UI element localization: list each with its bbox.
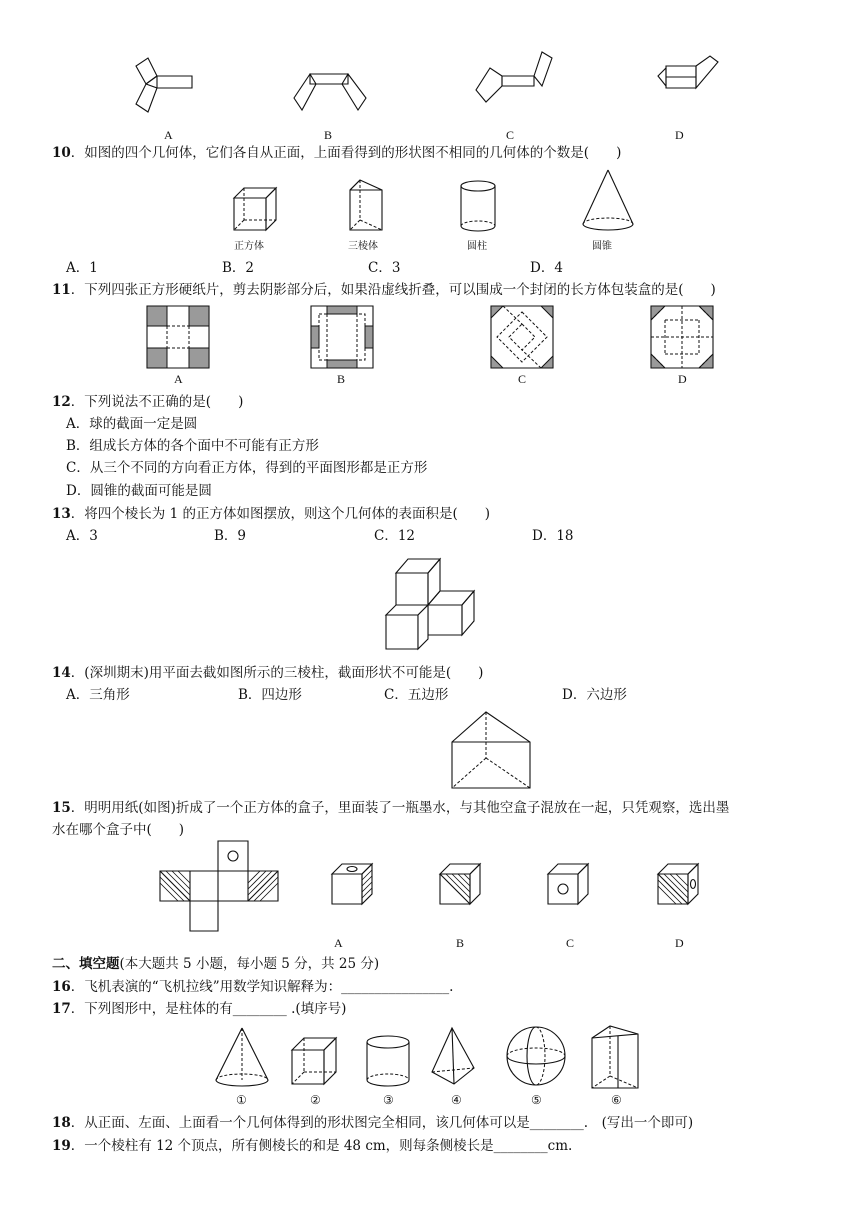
q16-question bbox=[52, 978, 453, 996]
q13-option-c: C．12 bbox=[374, 528, 416, 544]
q11-label-d: D bbox=[678, 372, 687, 386]
q14-question bbox=[52, 664, 483, 682]
q9-figure-c bbox=[472, 50, 556, 116]
q14-text: ．(深圳期末)用平面去截如图所示的三棱柱，截面形状不可能是( ) bbox=[70, 665, 484, 681]
q10-question bbox=[52, 144, 621, 162]
q17-label-6: ⑥ bbox=[611, 1093, 622, 1107]
q11-number: 11 bbox=[52, 282, 71, 298]
q15-label-a: A bbox=[334, 936, 343, 950]
q13-option-b: B．9 bbox=[214, 528, 247, 544]
q10-caption-prism: 三棱体 bbox=[348, 241, 378, 252]
q13-question bbox=[52, 505, 490, 523]
q17-shape-cube bbox=[290, 1036, 338, 1086]
q11-question bbox=[52, 281, 716, 299]
q14-option-b: B．四边形 bbox=[238, 687, 302, 703]
q15-box-b bbox=[438, 862, 482, 906]
q10-number: 10 bbox=[52, 145, 71, 161]
q15-label-b: B bbox=[456, 936, 465, 950]
q12-choice-c: C．从三个不同的方向看正方体，得到的平面图形都是正方形 bbox=[66, 460, 428, 476]
section2-note: (本大题共 5 小题，每小题 5 分，共 25 分) bbox=[119, 956, 380, 972]
q13-option-a: A．3 bbox=[66, 528, 98, 544]
q18-text: ．从正面、左面、上面看一个几何体得到的形状图完全相同，该几何体可以是________. (写出一个即可) bbox=[70, 1115, 694, 1131]
q15-box-d bbox=[656, 862, 700, 906]
q14-option-a: A．三角形 bbox=[66, 687, 130, 703]
section2-title: 二、填空题 bbox=[52, 956, 120, 972]
q11-card-a bbox=[147, 306, 209, 368]
q13-option-d: D．18 bbox=[532, 528, 574, 544]
q11-label-c: C bbox=[518, 372, 527, 386]
q10-caption-cone: 圆锥 bbox=[592, 241, 612, 252]
q15-text-1: ．明明用纸(如图)折成了一个正方体的盒子，里面装了一瓶墨水，与其他空盒子混放在一起，只凭观察，选出墨 bbox=[70, 800, 730, 816]
q16-number: 16 bbox=[52, 979, 71, 995]
q11-label-b: B bbox=[337, 372, 346, 386]
q12-text: ．下列说法不正确的是( ) bbox=[70, 394, 244, 410]
q12-choice-b: B．组成长方体的各个面中不可能有正方形 bbox=[66, 438, 319, 454]
q17-shape-prism bbox=[588, 1024, 642, 1090]
q14-option-d: D．六边形 bbox=[562, 687, 627, 703]
q17-text: ．下列图形中，是柱体的有________ .(填序号) bbox=[70, 1001, 347, 1017]
q17-label-4: ④ bbox=[451, 1093, 462, 1107]
q15-question-line1 bbox=[52, 799, 729, 817]
q11-card-c bbox=[491, 306, 553, 368]
q15-label-d: D bbox=[675, 936, 684, 950]
q18-question bbox=[52, 1114, 693, 1132]
q15-question-line2: 水在哪个盒子中( ) bbox=[52, 822, 185, 838]
q17-shape-cylinder bbox=[364, 1034, 412, 1088]
q11-text: ．下列四张正方形硬纸片，剪去阴影部分后，如果沿虚线折叠，可以围成一个封闭的长方体包装盒的是( ) bbox=[70, 282, 716, 298]
q17-label-5: ⑤ bbox=[531, 1093, 542, 1107]
q13-text: ．将四个棱长为 1 的正方体如图摆放，则这个几何体的表面积是( ) bbox=[70, 506, 491, 522]
q15-box-a bbox=[330, 862, 374, 906]
q19-number: 19 bbox=[52, 1138, 71, 1154]
q17-label-1: ① bbox=[236, 1093, 247, 1107]
q10-option-c: C．3 bbox=[368, 260, 401, 276]
q13-stacked-cubes bbox=[382, 555, 478, 651]
q17-label-3: ③ bbox=[383, 1093, 394, 1107]
q10-cylinder bbox=[458, 178, 498, 234]
q12-choice-d: D．圆锥的截面可能是圆 bbox=[66, 483, 212, 499]
q12-number: 12 bbox=[52, 394, 71, 410]
q10-caption-cube: 正方体 bbox=[234, 241, 264, 252]
q9-label-d: D bbox=[675, 128, 684, 142]
q12-question bbox=[52, 393, 243, 411]
q10-option-b: B．2 bbox=[222, 260, 255, 276]
q9-figure-b bbox=[290, 60, 370, 116]
q11-card-b bbox=[311, 306, 373, 368]
q17-number: 17 bbox=[52, 1001, 71, 1017]
q10-text: ．如图的四个几何体，它们各自从正面，上面看得到的形状图不相同的几何体的个数是( ) bbox=[70, 145, 622, 161]
q12-choice-a: A．球的截面一定是圆 bbox=[66, 416, 198, 432]
q9-label-a: A bbox=[164, 128, 173, 142]
q9-figure-a bbox=[132, 48, 202, 120]
q9-figure-d bbox=[654, 52, 726, 98]
q17-shape-pyramid bbox=[428, 1026, 478, 1088]
q11-label-a: A bbox=[174, 372, 183, 386]
q10-prism bbox=[346, 178, 388, 234]
q10-cone bbox=[580, 168, 636, 234]
q10-caption-cylinder: 圆柱 bbox=[467, 241, 487, 252]
q19-text: ．一个棱柱有 12 个顶点，所有侧棱长的和是 48 cm，则每条侧棱长是________cm. bbox=[70, 1138, 573, 1154]
q15-label-c: C bbox=[566, 936, 575, 950]
q13-number: 13 bbox=[52, 506, 71, 522]
q17-shape-cone bbox=[212, 1026, 272, 1090]
q11-card-d bbox=[651, 306, 713, 368]
q19-question bbox=[52, 1137, 572, 1155]
q15-box-c bbox=[546, 862, 590, 906]
q14-number: 14 bbox=[52, 665, 71, 681]
q14-option-c: C．五边形 bbox=[384, 687, 449, 703]
q15-cube-net bbox=[160, 841, 278, 931]
q10-option-d: D．4 bbox=[530, 260, 563, 276]
q15-number: 15 bbox=[52, 800, 71, 816]
q9-label-c: C bbox=[506, 128, 515, 142]
q17-shape-sphere bbox=[504, 1024, 568, 1088]
q16-text: ．飞机表演的“飞机拉线”用数学知识解释为：________________. bbox=[70, 979, 454, 995]
q10-option-a: A．1 bbox=[66, 260, 98, 276]
section2-heading bbox=[52, 955, 379, 973]
q9-label-b: B bbox=[324, 128, 333, 142]
q14-triangular-prism bbox=[450, 710, 532, 790]
q17-question bbox=[52, 1000, 346, 1018]
q10-cube bbox=[230, 184, 280, 234]
q18-number: 18 bbox=[52, 1115, 71, 1131]
q17-label-2: ② bbox=[310, 1093, 321, 1107]
